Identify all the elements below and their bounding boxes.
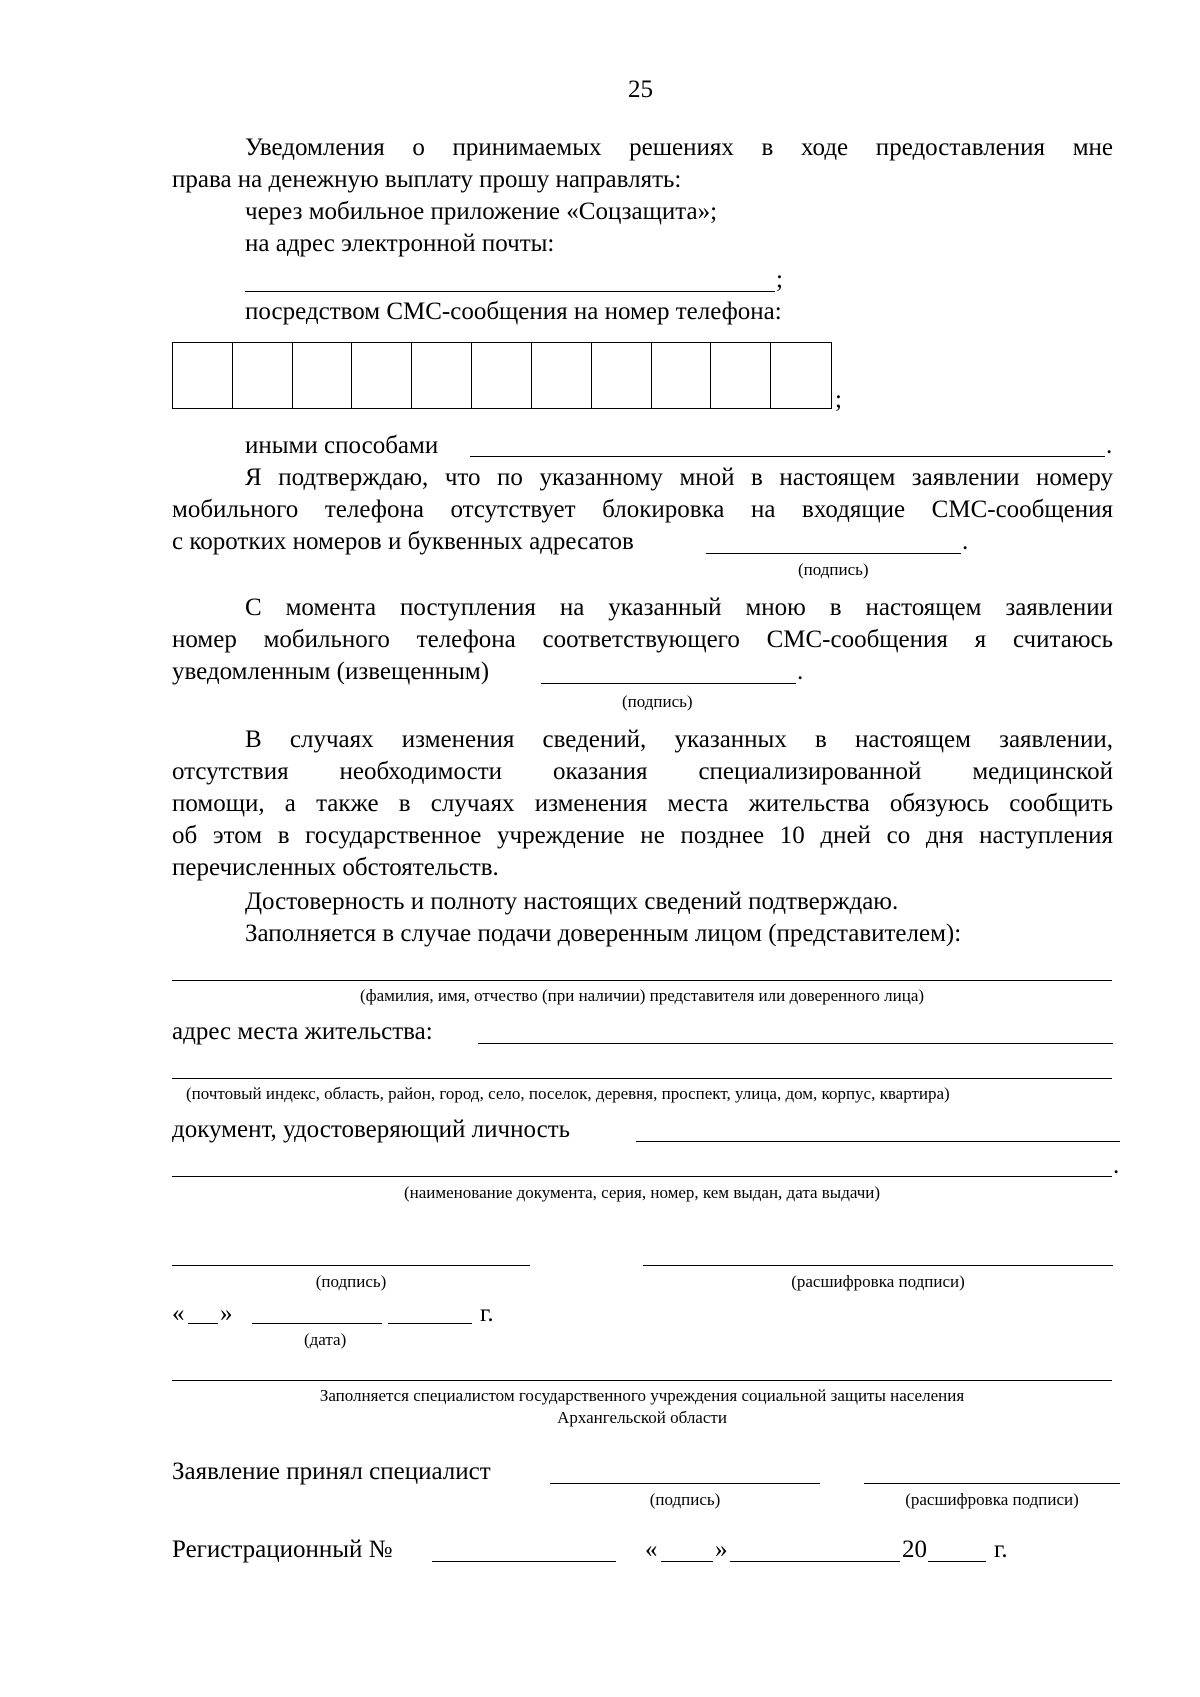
changes-line5: перечисленных обстоятельств.: [172, 854, 499, 881]
id-doc-dot: .: [1113, 1152, 1120, 1179]
notified-line1: С момента поступления на указанный мною в настоящем заявлении: [245, 594, 1113, 621]
id-doc-caption: (наименование документа, серия, номер, кем выдан, дата выдачи): [403, 1183, 881, 1202]
specialist-signature-line[interactable]: [550, 1483, 820, 1484]
applicant-decode-line[interactable]: [643, 1265, 1113, 1266]
specialist-decode-line[interactable]: [864, 1483, 1120, 1484]
applicant-signature-caption: (подпись): [315, 1272, 387, 1291]
registration-year-prefix: 20: [902, 1536, 927, 1563]
id-doc-input-line[interactable]: [636, 1141, 1120, 1142]
email-input-line[interactable]: [245, 291, 775, 292]
email-semicolon: ;: [776, 266, 783, 293]
phone-digit-cell[interactable]: [711, 343, 771, 408]
notify-via-email: на адрес электронной почты:: [245, 230, 555, 257]
date-open-quote: «: [172, 1300, 185, 1327]
confirm-sms-line3: с коротких номеров и буквенных адресатов: [172, 528, 634, 555]
phone-digit-cell[interactable]: [173, 343, 233, 408]
address-label: адрес места жительства:: [172, 1018, 433, 1045]
registration-label: Регистрационный №: [172, 1536, 393, 1563]
phone-digit-cell[interactable]: [472, 343, 532, 408]
address-input-line-2[interactable]: [172, 1078, 1112, 1079]
registration-year-suffix: г.: [994, 1536, 1008, 1563]
notified-line2: номер мобильного телефона соответствующего СМС-сообщения я считаюсь: [172, 626, 1113, 653]
phone-semicolon: ;: [835, 386, 842, 413]
phone-digit-cell[interactable]: [532, 343, 592, 408]
registration-close-quote: »: [715, 1536, 728, 1563]
page-number: 25: [628, 76, 653, 103]
date-year-suffix: г.: [480, 1300, 494, 1327]
changes-line4: об этом в государственное учреждение не позднее 10 дней со дня наступления: [172, 822, 1113, 849]
phone-number-grid[interactable]: [172, 342, 832, 409]
registration-number-line[interactable]: [432, 1561, 616, 1562]
registration-year-line[interactable]: [928, 1561, 986, 1562]
notify-via-app: через мобильное приложение «Соцзащита»;: [245, 198, 718, 225]
address-input-line[interactable]: [478, 1043, 1113, 1044]
applicant-signature-line[interactable]: [172, 1265, 530, 1266]
date-month-line[interactable]: [252, 1323, 382, 1324]
notified-line3: уведомленным (извещенным): [172, 658, 490, 685]
confirm-sms-line1: Я подтверждаю, что по указанному мной в настоящем заявлении номеру: [245, 464, 1113, 491]
date-year-line[interactable]: [388, 1323, 472, 1324]
confirm-sms-line2: мобильного телефона отсутствует блокировка на входящие СМС-сообщения: [172, 496, 1113, 523]
registration-day-line[interactable]: [661, 1561, 713, 1562]
representative-name-caption: (фамилия, имя, отчество (при наличии) представителя или доверенного лица): [359, 986, 925, 1005]
notified-signature-caption: (подпись): [622, 692, 693, 711]
notify-intro-line1: Уведомления о принимаемых решениях в ходе предоставления мне: [245, 134, 1113, 161]
notify-via-sms: посредством СМС-сообщения на номер телефона:: [245, 298, 782, 325]
specialist-signature-caption: (подпись): [649, 1490, 721, 1509]
representative-name-line[interactable]: [172, 980, 1112, 981]
other-ways-dot: .: [1106, 432, 1113, 459]
specialist-accepted-label: Заявление принял специалист: [172, 1458, 491, 1485]
notify-intro-line2: права на денежную выплату прошу направлять:: [172, 166, 682, 193]
phone-digit-cell[interactable]: [771, 343, 831, 408]
specialist-section-divider: [172, 1380, 1112, 1381]
other-ways-input-line[interactable]: [470, 456, 1105, 457]
changes-line1: В случаях изменения сведений, указанных в настоящем заявлении,: [245, 726, 1113, 753]
representative-header: Заполняется в случае подачи доверенным лицом (представителем):: [245, 920, 962, 947]
registration-open-quote: «: [645, 1536, 658, 1563]
notified-dot: .: [797, 658, 804, 685]
changes-line3: помощи, а также в случаях изменения места жительства обязуюсь сообщить: [172, 790, 1113, 817]
notified-signature-line[interactable]: [541, 683, 796, 684]
phone-digit-cell[interactable]: [233, 343, 293, 408]
accuracy-statement: Достоверность и полноту настоящих сведений подтверждаю.: [245, 888, 899, 915]
registration-month-line[interactable]: [730, 1561, 900, 1562]
id-doc-label: документ, удостоверяющий личность: [172, 1116, 571, 1143]
specialist-header-line1: Заполняется специалистом государственного учреждения социальной защиты населения: [319, 1386, 965, 1405]
confirm-sms-signature-line[interactable]: [706, 553, 961, 554]
address-caption: (почтовый индекс, область, район, город, село, поселок, деревня, проспект, улица, дом, корпус, квартира): [186, 1084, 950, 1103]
confirm-sms-signature-caption: (подпись): [798, 560, 869, 579]
notify-other-ways: иными способами: [245, 432, 439, 459]
date-caption: (дата): [304, 1330, 347, 1349]
confirm-sms-dot: .: [962, 528, 969, 555]
specialist-header-line2: Архангельской области: [557, 1408, 727, 1427]
specialist-decode-caption: (расшифровка подписи): [905, 1490, 1079, 1509]
date-close-quote: »: [220, 1300, 233, 1327]
phone-digit-cell[interactable]: [352, 343, 412, 408]
phone-digit-cell[interactable]: [293, 343, 353, 408]
date-day-line[interactable]: [188, 1323, 218, 1324]
applicant-decode-caption: (расшифровка подписи): [791, 1272, 965, 1291]
phone-digit-cell[interactable]: [592, 343, 652, 408]
changes-line2: отсутствия необходимости оказания специализированной медицинской: [172, 758, 1113, 785]
phone-digit-cell[interactable]: [652, 343, 712, 408]
phone-digit-cell[interactable]: [412, 343, 472, 408]
id-doc-input-line-2[interactable]: [172, 1176, 1112, 1177]
